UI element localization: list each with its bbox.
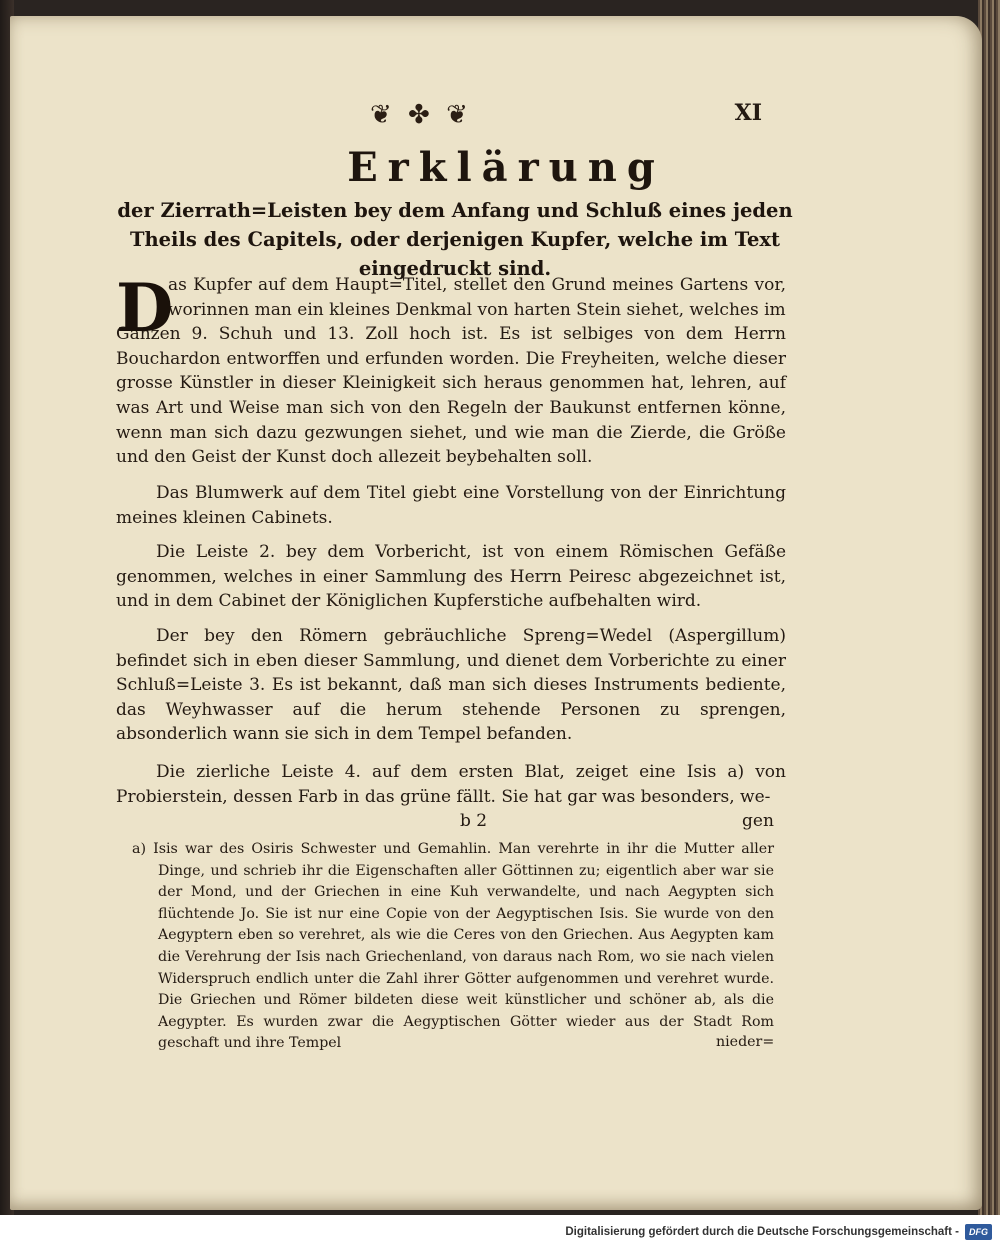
paragraph-5 [116,760,786,809]
page-title: Erklärung [347,144,665,191]
drop-cap: D [116,269,174,347]
paragraph-1 [116,269,786,470]
signature-mark: b 2 [460,811,488,831]
catchword: gen [742,811,774,831]
paragraph-2 [116,481,786,530]
footnote: a) Isis war des Osiris Schwester und Gemahlin. Man verehrte in ihr die Mutter aller Dinge, und schrieb ihr die Eigenschaften aller Göttinnen zu; eigentlich aber war sie der Mond, und der Griechen in eine Kuh verwandelte, und nach Aegypten sich flüchtende Jo. Sie ist nur eine Copie von der Aegyptischen Isis. Sie wurde von den Aegyptern eben so verehret, als wie die Ceres von den Griechen. Aus Aegypten kam die Verehrung der Isis nach Griechenland, von daraus nach Rom, wo sie nach vielen Widerspruch endlich unter die Zahl ihrer Götter aufgenommen und verehret wurde. Die Griechen und Römer bildeten diese weit künstlicher und schöner ab, als die Aegypter. Es wurden zwar die Aegyptischen Götter wieder aus der Stadt Rom geschaft und ihre Tempel [132,841,774,1052]
paragraph-1-text: Ganzen 9. Schuh und 13. Zoll hoch ist. Es ist selbiges von dem Herrn Bouchardon entworffen und erfunden worden. Die Freyheiten, welche dieser grosse Künstler in dieser Kleinigkeit sich heraus genommen hat, lehren, auf was Art und Weise man sich von den Regeln der Baukunst entfernen könne, wenn man sich dazu gezwungen siehet, und wie man die Zierde, die Größe und den Geist der Kunst doch allezeit beybehalten soll. [116,324,786,468]
footnote-catchword: nieder= [716,1034,775,1050]
footer-credit: Digitalisierung gefördert durch die Deutsche Forschungsgemeinschaft - [565,1225,959,1238]
page-number: XI [734,100,762,126]
paragraph-4-text: Der bey den Römern gebräuchliche Spreng=Wedel (Aspergillum) befindet sich in eben dieser Sammlung, und dienet dem Vorberichte zu einer Schluß=Leiste 3. Es ist bekannt, daß man sich dieses Instruments bediente, das Weyhwasser auf die herum stehende Personen zu sprengen, absonderlich wann sie sich in dem Tempel befanden. [116,626,786,745]
paragraph-3 [116,540,786,614]
digitization-footer [0,1215,1000,1248]
page-subtitle: der Zierrath=Leisten bey dem Anfang und Schluß eines jeden Theils des Capitels, oder derjenigen Kupfer, welche im Text eingedruckt sind. [117,199,793,280]
paragraph-4 [116,624,786,747]
dfg-logo: DFG [965,1224,992,1240]
paragraph-2-text: Das Blumwerk auf dem Titel giebt eine Vorstellung von der Einrichtung meines kleinen Cabinets. [116,483,786,528]
paragraph-5-text: Die zierliche Leiste 4. auf dem ersten Blat, zeiget eine Isis a) von Probierstein, dessen Farb in das grüne fällt. Sie hat gar was besonders, we- [116,762,786,807]
scanned-page [10,16,982,1210]
header-ornament: ❦ ✤ ❦ [370,100,472,130]
paragraph-3-text: Die Leiste 2. bey dem Vorbericht, ist von einem Römischen Gefäße genommen, welches in einer Sammlung des Herrn Peiresc abgezeichnet ist, und in dem Cabinet der Königlichen Kupferstiche aufbehalten wird. [116,542,786,612]
paragraph-1-opening: as Kupfer auf dem Haupt=Titel, stellet den Grund meines Gartens vor, worinnen man ein kleines Denkmal von harten Stein siehet, welches im [168,275,786,320]
